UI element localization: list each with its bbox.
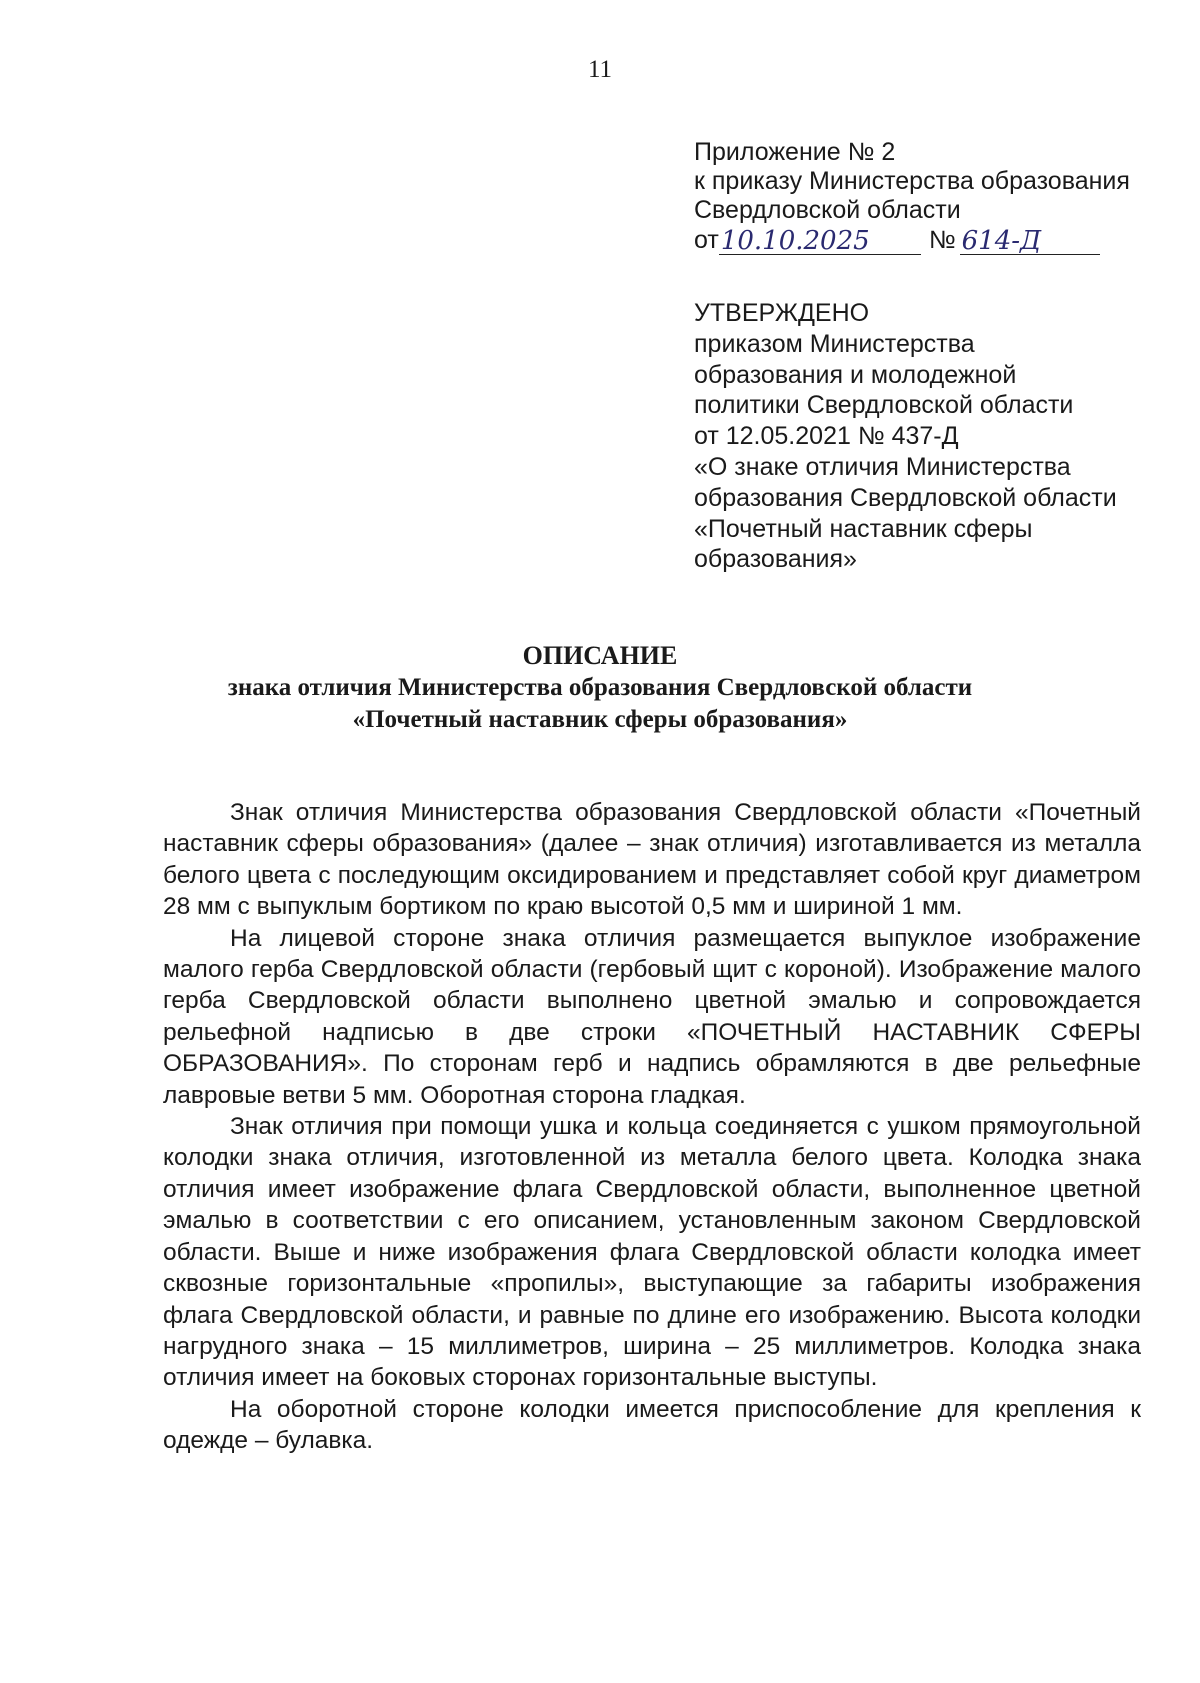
approved-line: образования и молодежной bbox=[694, 360, 1017, 389]
date-prefix: от bbox=[694, 226, 719, 254]
approved-line: «Почетный наставник сферы bbox=[694, 514, 1033, 543]
number-prefix: № bbox=[928, 226, 956, 254]
paragraph: Знак отличия при помощи ушка и кольца соединяется с ушком прямоугольной колодки знака отличия, изготовленной из металла белого цвета. Колодка знака отличия имеет изображение флага Свердловской области, выполненное цветной эмалью в соответствии с его описанием, установленным законом Свердловской области. Выше и ниже изображения флага Свердловской области колодка имеет сквозные горизонтальные «пропилы», выступающие за габариты изображения флага Свердловской области, и равные по длине его изображению. Высота колодки нагрудного знака – 15 миллиметров, ширина – 25 миллиметров. Колодка знака отличия имеет на боковых сторонах горизонтальные выступы. bbox=[163, 1113, 1141, 1392]
approved-line: образования Свердловской области bbox=[694, 483, 1117, 512]
appendix-block bbox=[694, 138, 1174, 255]
page-number: 11 bbox=[587, 56, 613, 83]
approved-line: политики Свердловской области bbox=[694, 391, 1074, 420]
appendix-line: Приложение № 2 bbox=[694, 138, 896, 166]
paragraph: На лицевой стороне знака отличия размещается выпуклое изображение малого герба Свердловской области (гербовый щит с короной). Изображение малого герба Свердловской области выполнено цветной эмалью и сопровождается рельефной надписью в две строки «ПОЧЕТНЫЙ НАСТАВНИК СФЕРЫ ОБРАЗОВАНИЯ». По сторонам герб и надпись обрамляются в две рельефные лавровые ветви 5 мм. Оборотная сторона гладкая. bbox=[163, 924, 1141, 1109]
appendix-line: Свердловской области bbox=[694, 196, 961, 224]
paragraph: На оборотной стороне колодки имеется приспособление для крепления к одежде – булавка. bbox=[163, 1395, 1141, 1455]
approved-heading: УТВЕРЖДЕНО bbox=[694, 299, 870, 327]
approved-line: «О знаке отличия Министерства bbox=[694, 452, 1071, 481]
handwritten-number: 614-Д bbox=[960, 228, 1100, 255]
approved-line: образования» bbox=[694, 545, 857, 574]
appendix-date-line bbox=[694, 226, 1174, 255]
appendix-line: к приказу Министерства образования bbox=[694, 167, 1130, 195]
handwritten-date: 10.10.2025 bbox=[719, 228, 921, 255]
paragraph: Знак отличия Министерства образования Свердловской области «Почетный наставник сферы образования» (далее – знак отличия) изготавливается из металла белого цвета с последующим оксидированием и представляет собой круг диаметром 28 мм с выпуклым бортиком по краю высотой 0,5 мм и шириной 1 мм. bbox=[163, 799, 1141, 921]
document-title bbox=[0, 640, 1200, 736]
approved-line: от 12.05.2021 № 437-Д bbox=[694, 422, 959, 451]
document-body bbox=[163, 797, 1141, 1457]
title-subtitle: знака отличия Министерства образования Свердловской области bbox=[227, 674, 973, 701]
title-main: ОПИСАНИЕ bbox=[522, 641, 678, 670]
approved-line: приказом Министерства bbox=[694, 329, 975, 358]
approved-block bbox=[694, 298, 1174, 575]
title-subtitle: «Почетный наставник сферы образования» bbox=[352, 706, 848, 733]
